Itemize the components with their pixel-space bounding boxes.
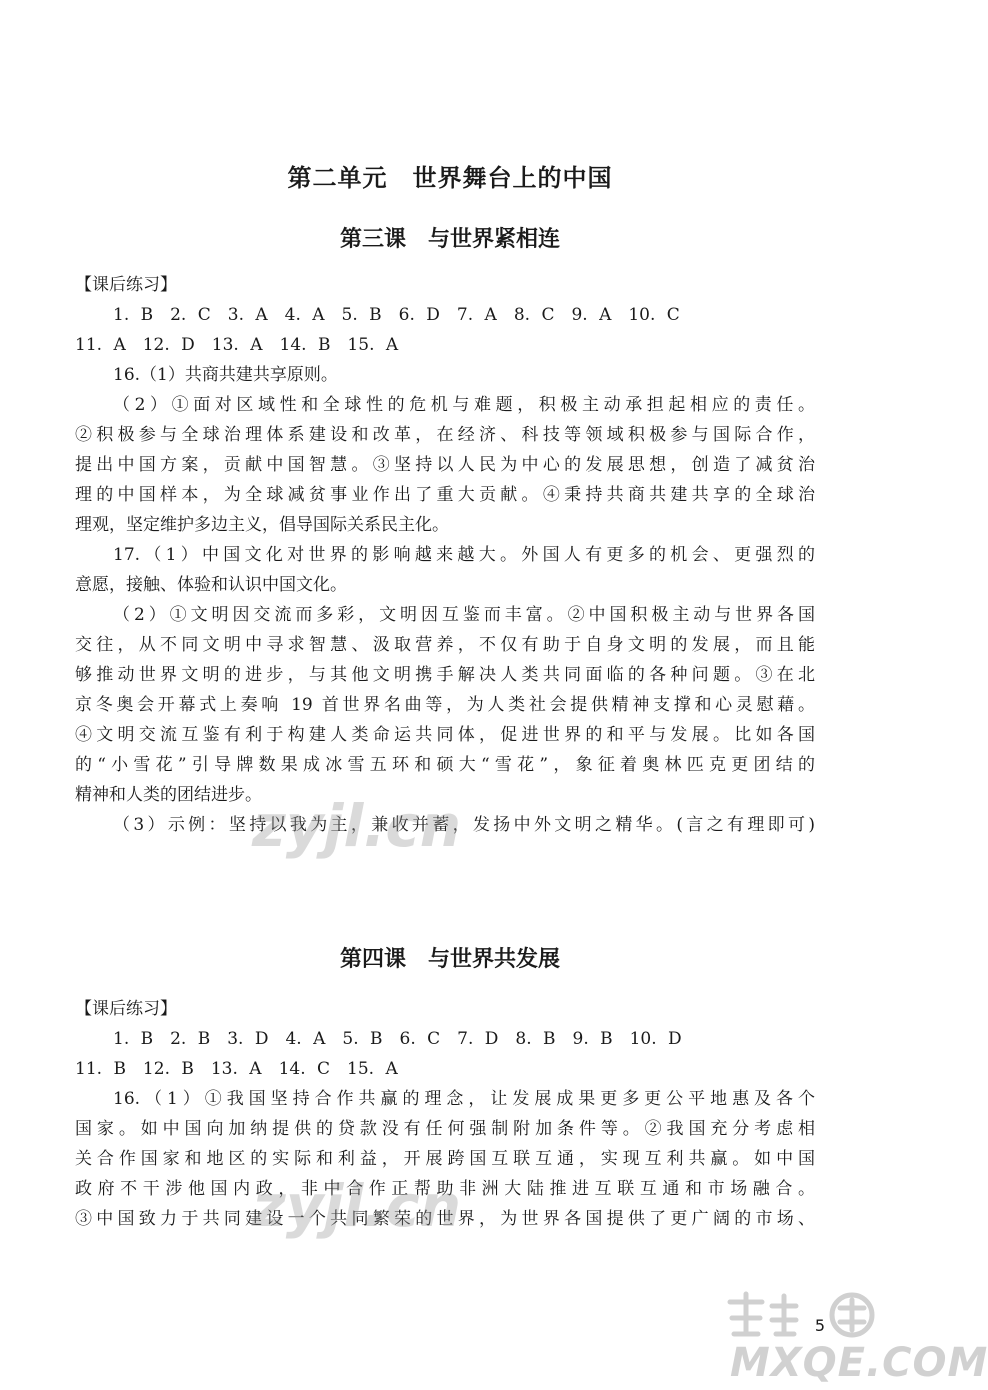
section-label: 【课后练习】 — [75, 275, 177, 295]
text-line: 关合作国家和地区的实际和利益，开展跨国互联互通，实现互利共赢。如中国 — [75, 1149, 815, 1169]
watermark-text: zyjl.cn — [252, 1172, 462, 1240]
text-line: 提出中国方案，贡献中国智慧。③坚持以人民为中心的发展思想，创造了减贫治 — [75, 455, 815, 475]
text-line: 理观，坚定维护多边主义，倡导国际关系民主化。 — [75, 515, 449, 535]
lesson-3-content — [75, 270, 815, 840]
text-line: ④文明交流互鉴有利于构建人类命运共同体，促进世界的和平与发展。比如各国 — [75, 725, 815, 745]
text-line: 11. B 12. B 13. A 14. C 15. A — [75, 1059, 398, 1079]
text-line: 1. B 2. C 3. A 4. A 5. B 6. D 7. A 8. C 9. A 10. C — [113, 305, 680, 325]
lesson-3-lines — [75, 300, 815, 840]
text-line: 11. A 12. D 13. A 14. B 15. A — [75, 335, 399, 355]
text-line: 16.（1）共商共建共享原则。 — [113, 365, 338, 385]
section-label: 【课后练习】 — [75, 999, 177, 1019]
text-line: 16.（1）①我国坚持合作共赢的理念，让发展成果更多更公平地惠及各个 — [113, 1089, 815, 1109]
text-line: ②积极参与全球治理体系建设和改革，在经济、科技等领域积极参与国际合作， — [75, 425, 815, 445]
text-line: 的“小雪花”引导牌数果成冰雪五环和硕大“雪花”，象征着奥林匹克更团结的 — [75, 755, 815, 775]
text-line: （2）①文明因交流而多彩，文明因互鉴而丰富。②中国积极主动与世界各国 — [113, 605, 815, 625]
text-line: 政府不干涉他国内政，非中合作正帮助非洲大陆推进互联互通和市场融合。 — [75, 1179, 815, 1199]
text-line: 京冬奥会开幕式上奏响 19 首世界名曲等，为人类社会提供精神支撑和心灵慰藉。 — [75, 695, 815, 715]
text-line: （3）示例：坚持以我为主，兼收并蓄，发扬中外文明之精华。(言之有理即可) — [113, 815, 815, 835]
text-line: 交往，从不同文明中寻求智慧、汲取营养，不仅有助于自身文明的发展，而且能 — [75, 635, 815, 655]
text-line: ③中国致力于共同建设一个共同繁荣的世界，为世界各国提供了更广阔的市场、 — [75, 1209, 815, 1229]
text-line: 意愿，接触、体验和认识中国文化。 — [75, 575, 347, 595]
unit-title: 第二单元 世界舞台上的中国 — [287, 164, 613, 192]
text-line: 17.（1）中国文化对世界的影响越来越大。外国人有更多的机会、更强烈的 — [113, 545, 815, 565]
watermark-logo-icon — [722, 1290, 887, 1340]
text-line: 1. B 2. B 3. D 4. A 5. B 6. C 7. D 8. B 9. B 10. D — [113, 1029, 682, 1049]
lesson-3-title: 第三课 与世界紧相连 — [339, 226, 560, 252]
text-line: （2）①面对区域性和全球性的危机与难题，积极主动承担起相应的责任。 — [113, 395, 815, 415]
page-number: 5 — [814, 1316, 825, 1335]
watermark-text: zyjl.cn — [252, 792, 462, 860]
text-line: 够推动世界文明的进步，与其他文明携手解决人类共同面临的各种问题。③在北 — [75, 665, 815, 685]
text-line: 理的中国样本，为全球减贫事业作出了重大贡献。④秉持共商共建共享的全球治 — [75, 485, 815, 505]
watermark-site: MXQE.COM — [730, 1340, 988, 1386]
text-line: 精神和人类的团结进步。 — [75, 785, 262, 805]
lesson-4-title: 第四课 与世界共发展 — [339, 946, 560, 972]
text-line: 国家。如中国向加纳提供的贷款没有任何强制附加条件等。②我国充分考虑相 — [75, 1119, 815, 1139]
